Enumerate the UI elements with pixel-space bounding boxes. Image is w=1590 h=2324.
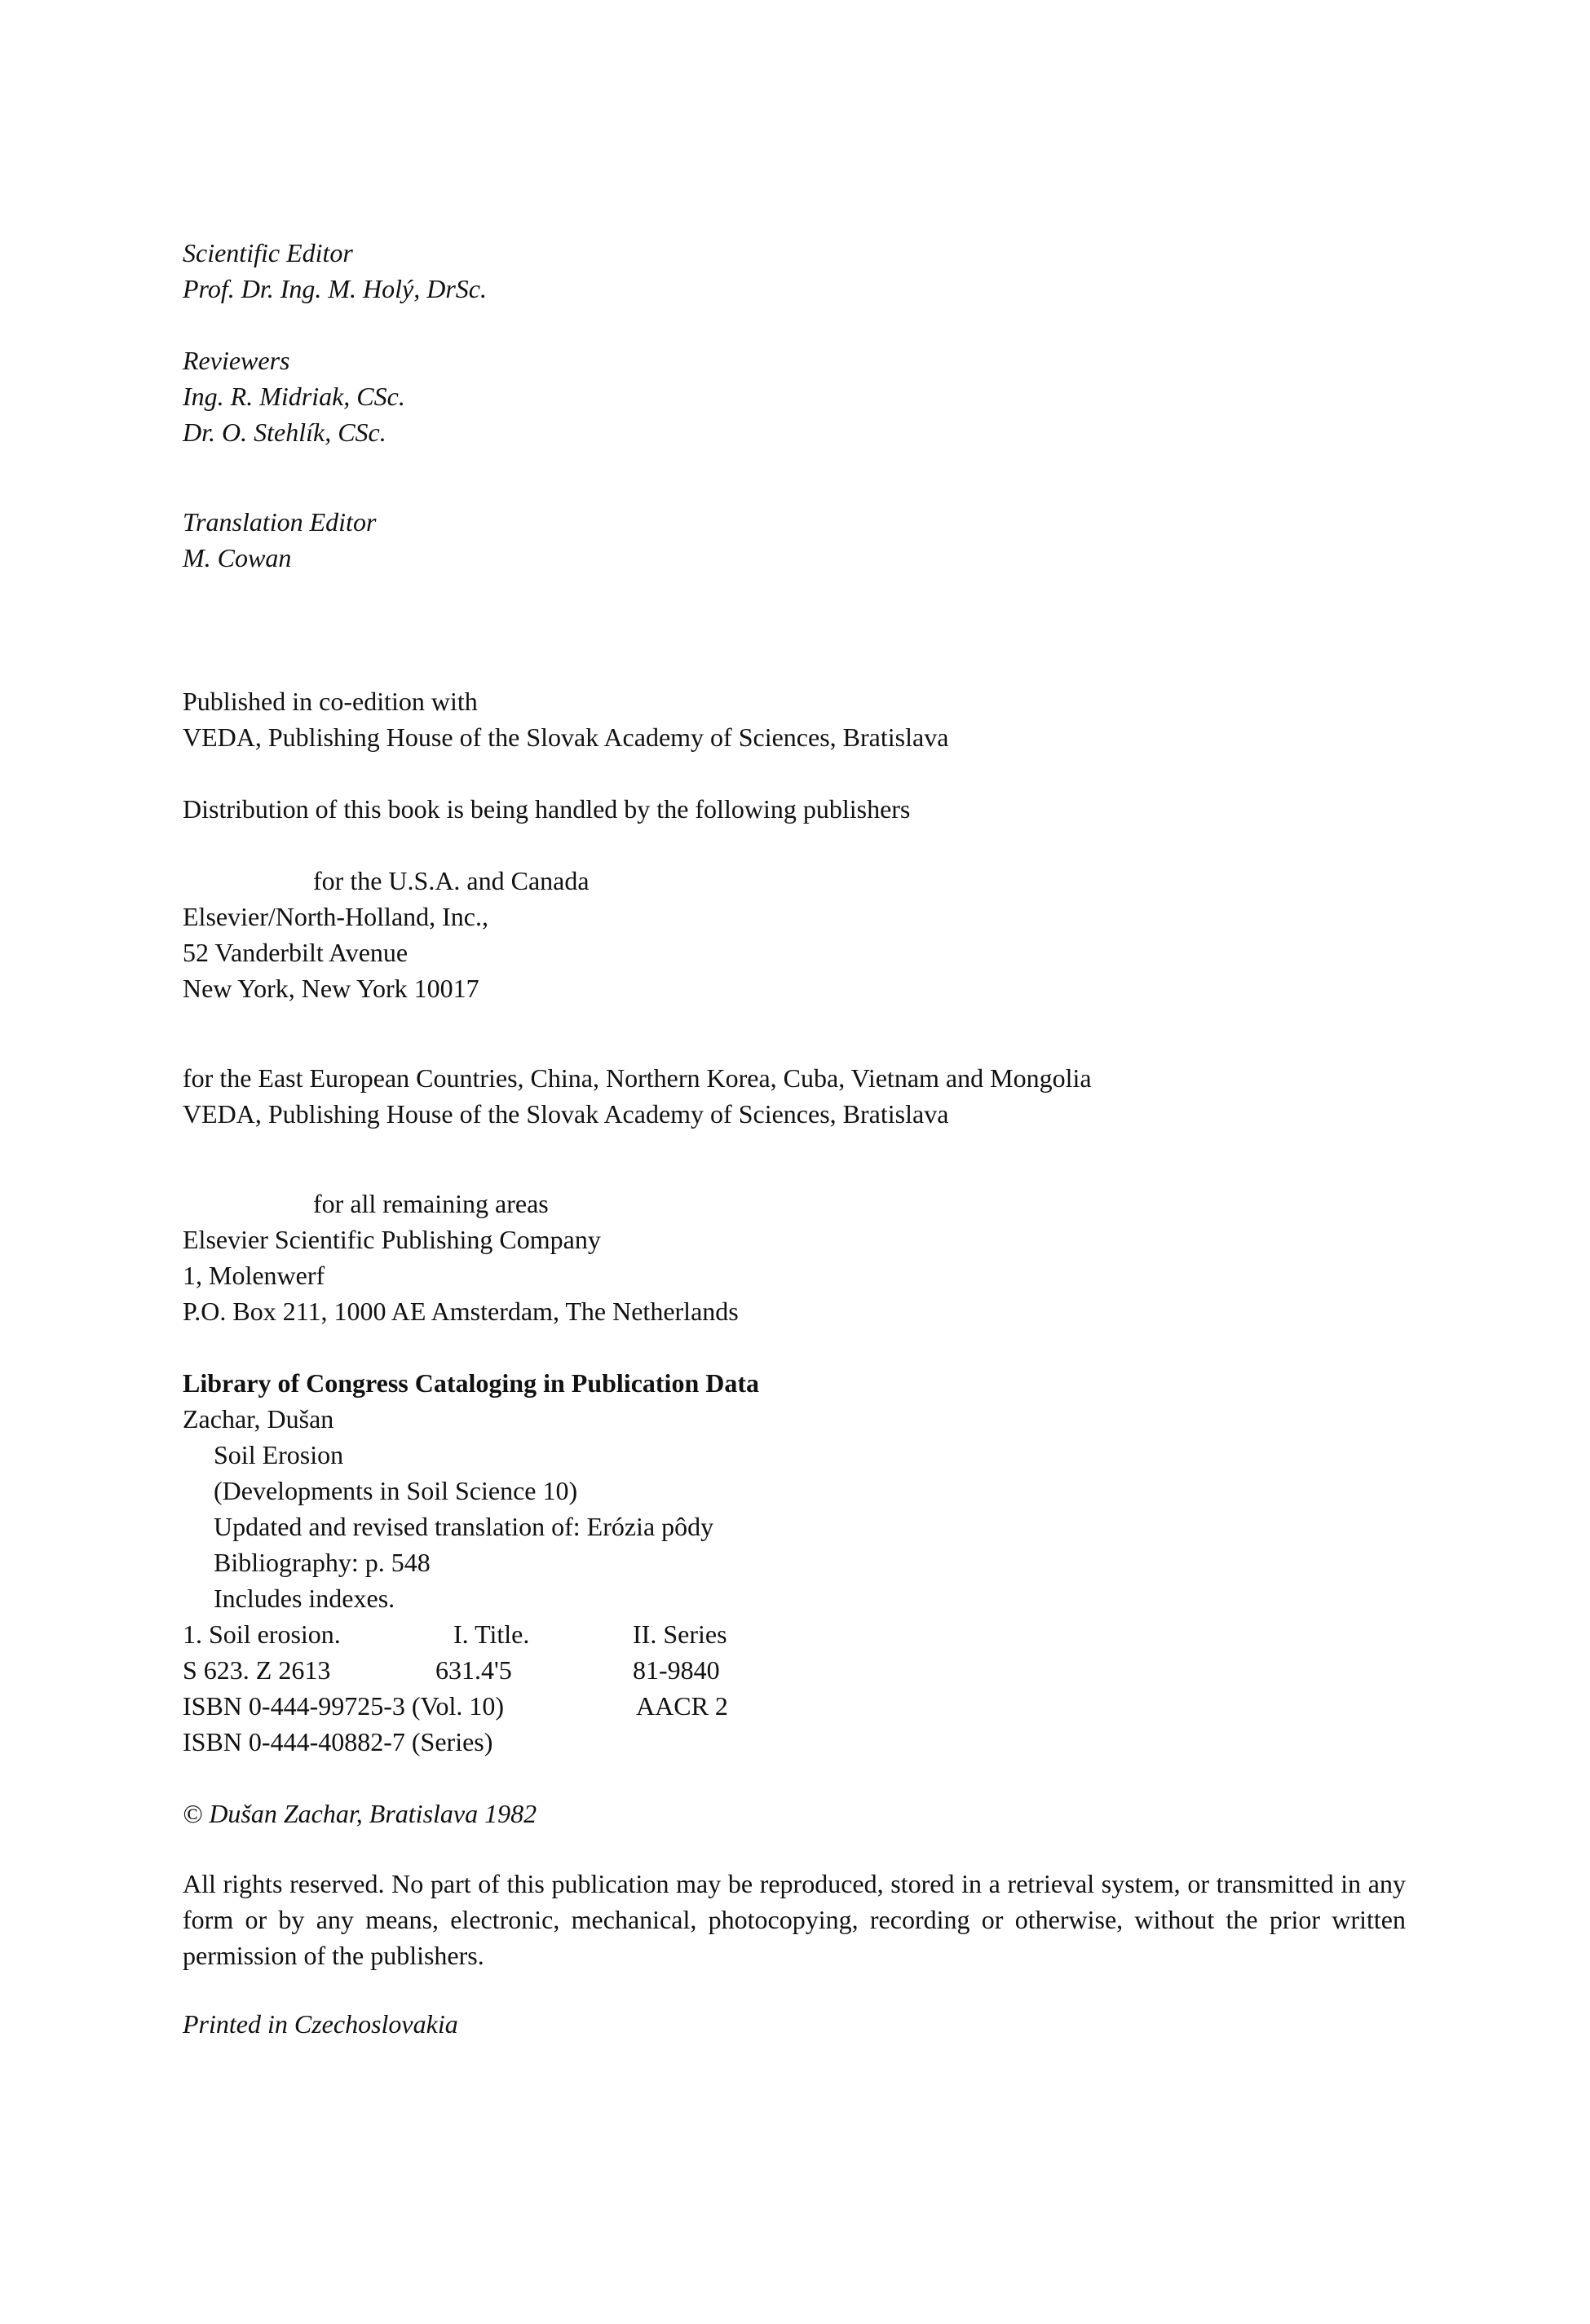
cip-row4: ISBN 0-444-40882-7 (Series) [183,1727,493,1756]
cip-row1-col1: 1. Soil erosion. [183,1619,341,1649]
distribution-intro: Distribution of this book is being handled by the following publishers [183,794,911,824]
printed-in: Printed in Czechoslovakia [183,2009,458,2039]
remaining-line-3: P.O. Box 211, 1000 AE Amsterdam, The Netherlands [183,1297,739,1326]
cip-row2-col2: 631.4'5 [435,1655,512,1685]
cip-row2-col3: 81-9840 [633,1655,720,1685]
cip-row3-col1: ISBN 0-444-99725-3 (Vol. 10) [183,1691,505,1721]
cip-heading: Library of Congress Cataloging in Publication Data [183,1368,759,1398]
copyright-line: © Dušan Zachar, Bratislava 1982 [183,1799,537,1828]
usa-line-2: 52 Vanderbilt Avenue [183,938,409,967]
usa-line-3: New York, New York 10017 [183,974,479,1003]
scientific-editor-name: Prof. Dr. Ing. M. Holý, DrSc. [183,274,487,303]
reviewer-1: Ing. R. Midriak, CSc. [183,382,405,411]
coedition-line-2: VEDA, Publishing House of the Slovak Academy of Sciences, Bratislava [183,722,949,752]
scientific-editor-label: Scientific Editor [183,238,353,267]
reviewer-2: Dr. O. Stehlík, CSc. [183,418,386,447]
coedition-line-1: Published in co-edition with [183,687,478,716]
cip-indexes: Includes indexes. [214,1584,395,1613]
cip-row3-col2: AACR 2 [636,1691,728,1721]
east-line-1: VEDA, Publishing House of the Slovak Academy of Sciences, Bratislava [183,1099,949,1129]
cip-series: (Developments in Soil Science 10) [214,1476,578,1505]
cip-row2-col1: S 623. Z 2613 [183,1655,331,1685]
remaining-heading: for all remaining areas [313,1189,549,1218]
cip-title: Soil Erosion [214,1440,344,1469]
cip-translation-note: Updated and revised translation of: Erózia pôdy [214,1512,714,1541]
translation-editor-name: M. Cowan [183,543,292,572]
remaining-line-2: 1, Molenwerf [183,1261,325,1290]
translation-editor-label: Translation Editor [183,507,377,537]
remaining-line-1: Elsevier Scientific Publishing Company [183,1225,601,1254]
rights-paragraph: All rights reserved. No part of this publication may be reproduced, stored in a retrieval system, or transmitted in any form or by any means, electronic, mechanical, photocopying, recording or otherwise, without the prior written permission of the publishers. [183,1869,1406,1970]
cip-bibliography: Bibliography: p. 548 [214,1548,431,1577]
cip-row1-col3: II. Series [633,1619,727,1649]
cip-author: Zachar, Dušan [183,1404,334,1434]
reviewers-label: Reviewers [183,346,290,375]
cip-row1-col2: I. Title. [453,1619,530,1649]
usa-line-1: Elsevier/North-Holland, Inc., [183,902,488,931]
east-heading: for the East European Countries, China, Northern Korea, Cuba, Vietnam and Mongolia [183,1063,1092,1093]
usa-heading: for the U.S.A. and Canada [313,866,590,895]
